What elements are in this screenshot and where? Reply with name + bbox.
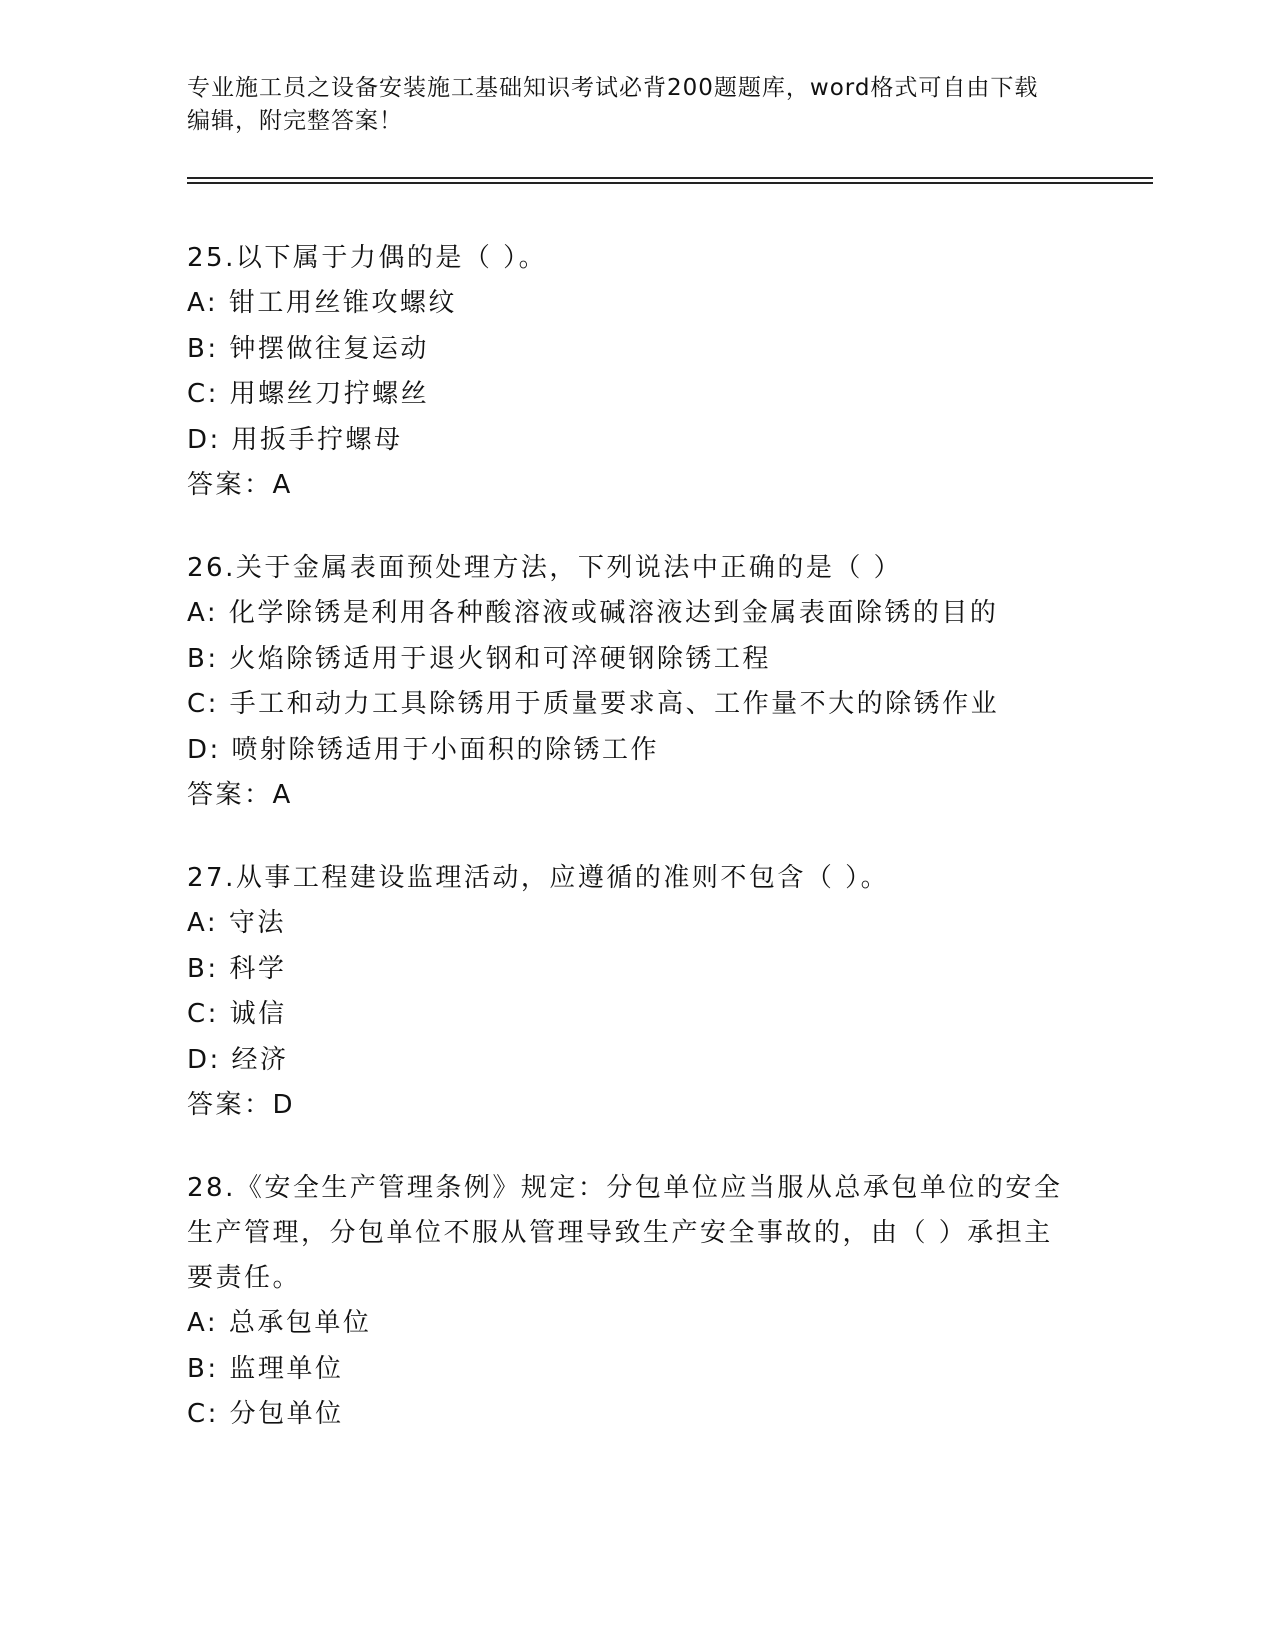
header-rule-top: [187, 177, 1153, 179]
option-b: B: 钟摆做往复运动: [187, 333, 429, 364]
option-c: C: 用螺丝刀拧螺丝: [187, 379, 430, 409]
question-28: [187, 1166, 1087, 1438]
option-a: A: 化学除锈是利用各种酸溶液或碱溶液达到金属表面除锈的目的: [187, 598, 999, 628]
option-d: D: 喷射除锈适用于小面积的除锈工作: [187, 734, 660, 765]
option-a: A: 钳工用丝锥攻螺纹: [187, 288, 457, 318]
question-stem: 26.关于金属表面预处理方法，下列说法中正确的是（ ）: [187, 553, 903, 583]
option-b: B: 火焰除锈适用于退火钢和可淬硬钢除锈工程: [187, 643, 771, 674]
question-25: [187, 236, 1087, 508]
question-stem-line-1: 28.《安全生产管理条例》规定：分包单位应当服从总承包单位的安全: [187, 1173, 1063, 1203]
question-stem: 27.从事工程建设监理活动，应遵循的准则不包含（ ）。: [187, 863, 890, 893]
document-header: [187, 72, 1087, 138]
option-c: C: 手工和动力工具除锈用于质量要求高、工作量不大的除锈作业: [187, 689, 1000, 719]
question-26: [187, 546, 1087, 818]
option-b: B: 科学: [187, 953, 287, 984]
option-b: B: 监理单位: [187, 1353, 344, 1384]
question-stem-line-2: 生产管理，分包单位不服从管理导致生产安全事故的，由（ ）承担主: [187, 1218, 1053, 1248]
header-line-1: 专业施工员之设备安装施工基础知识考试必背200题题库，word格式可自由下载: [187, 75, 1039, 101]
question-stem: 25.以下属于力偶的是（ ）。: [187, 243, 548, 273]
option-a: A: 守法: [187, 908, 286, 938]
answer-line: 答案：A: [187, 780, 293, 810]
option-a: A: 总承包单位: [187, 1308, 372, 1338]
answer-line: 答案：A: [187, 470, 293, 500]
question-27: [187, 856, 1087, 1128]
header-line-2: 编辑，附完整答案！: [187, 108, 403, 134]
option-d: D: 经济: [187, 1044, 289, 1075]
question-stem-line-3: 要责任。: [187, 1263, 302, 1293]
answer-line: 答案：D: [187, 1090, 296, 1120]
option-c: C: 诚信: [187, 999, 287, 1029]
option-c: C: 分包单位: [187, 1399, 344, 1429]
option-d: D: 用扳手拧螺母: [187, 424, 403, 455]
header-rule-bottom: [187, 182, 1153, 184]
question-list: [187, 236, 1087, 1476]
